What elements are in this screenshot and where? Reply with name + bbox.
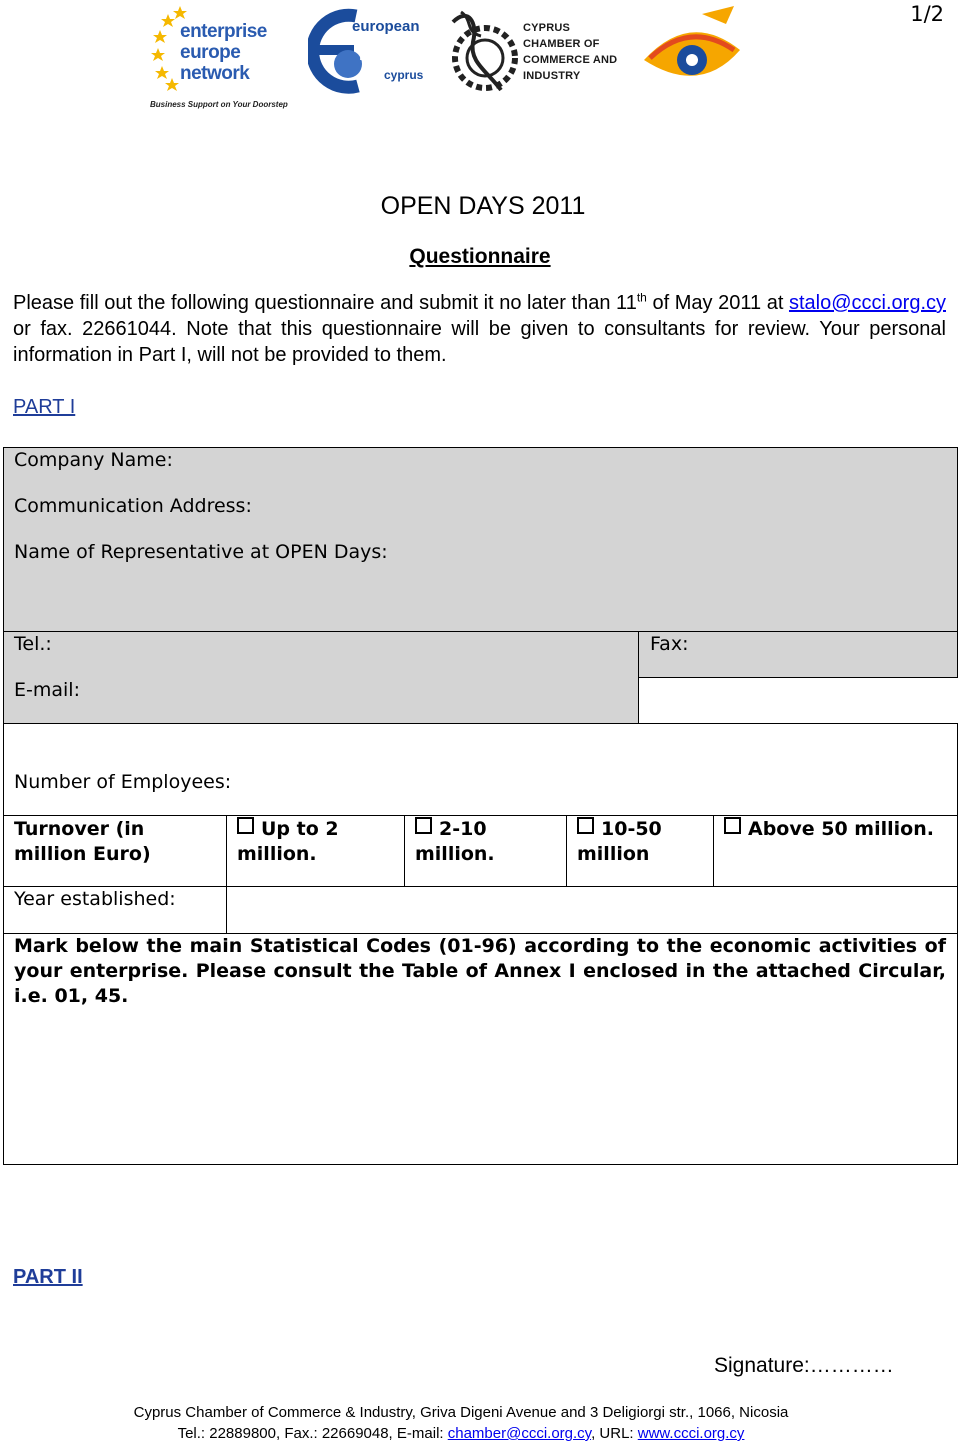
footer-website-link[interactable]: www.ccci.org.cy bbox=[637, 1425, 745, 1442]
company-info-field[interactable] bbox=[3, 447, 958, 632]
option-label-10-50: 10-50 million bbox=[577, 818, 662, 865]
tel-label: Tel.: bbox=[14, 633, 52, 655]
year-established-label: Year established: bbox=[14, 888, 176, 910]
eye-logo bbox=[640, 4, 744, 104]
turnover-option-up-to-2[interactable] bbox=[237, 817, 397, 867]
ccci-line-3: COMMERCE AND bbox=[523, 54, 618, 66]
ccci-line-1: CYPRUS bbox=[523, 22, 571, 34]
email-label: E-mail: bbox=[14, 679, 80, 701]
een-word-3: network bbox=[180, 63, 250, 84]
part-2-heading: PART II bbox=[13, 1266, 83, 1288]
year-established-field[interactable] bbox=[226, 886, 958, 934]
company-name-label: Company Name: bbox=[14, 449, 173, 471]
ccci-emblem-icon bbox=[443, 2, 523, 100]
intro-superscript: th bbox=[636, 290, 647, 305]
representative-label: Name of Representative at OPEN Days: bbox=[14, 541, 388, 563]
intro-text-b: of May 2011 at bbox=[646, 292, 789, 314]
european-office-cyprus-logo bbox=[308, 4, 424, 99]
tel-email-field[interactable] bbox=[3, 631, 639, 724]
ccci-line-2: CHAMBER OF bbox=[523, 38, 600, 50]
page-footer bbox=[0, 1402, 922, 1444]
communication-address-label: Communication Address: bbox=[14, 495, 252, 517]
part-1-heading: PART I bbox=[13, 396, 76, 418]
employees-label: Number of Employees: bbox=[14, 771, 232, 793]
ccci-logo bbox=[443, 2, 623, 100]
footer-contact bbox=[0, 1423, 922, 1444]
document-subtitle: Questionnaire bbox=[409, 245, 551, 268]
turnover-label: Turnover (in million Euro) bbox=[14, 818, 151, 865]
option-label-2-10: 2-10 million. bbox=[415, 818, 495, 865]
option-label-above-50: Above 50 million. bbox=[748, 818, 934, 840]
option-label-up-to-2: Up to 2 million. bbox=[237, 818, 339, 865]
een-word-2: europe bbox=[180, 42, 241, 63]
statistical-codes-instructions: Mark below the main Statistical Codes (01-96) according to the economic activities of your enterprise. Please consult the Table of Annex I enclosed in the attached Circular, i.e. 01, 45. bbox=[14, 935, 946, 1007]
fax-label: Fax: bbox=[650, 633, 689, 655]
ccci-line-4: INDUSTRY bbox=[523, 70, 581, 82]
intro-text-c: or fax. 22661044. Note that this questionnaire will be given to consultants for review. Your personal information in Part I, will not be provided to them. bbox=[13, 318, 946, 366]
een-word-1: enterprise bbox=[180, 21, 267, 42]
submission-email-link[interactable]: stalo@ccci.org.cy bbox=[788, 292, 946, 314]
eoc-word-3: cyprus bbox=[384, 68, 424, 82]
employees-field[interactable] bbox=[3, 723, 958, 816]
turnover-option-above-50[interactable] bbox=[724, 817, 956, 842]
turnover-option-2-10[interactable] bbox=[415, 817, 555, 867]
intro-paragraph bbox=[13, 290, 946, 368]
footer-url-label: , URL: bbox=[591, 1425, 638, 1442]
page-number: 1/2 bbox=[910, 2, 944, 26]
een-tagline: Business Support on Your Doorstep bbox=[150, 100, 288, 109]
eoc-word-1: european bbox=[352, 18, 420, 35]
checkbox-above-50[interactable] bbox=[724, 817, 741, 834]
footer-address: Cyprus Chamber of Commerce & Industry, Griva Digeni Avenue and 3 Deligiorgi str., 1066, Nicosia bbox=[133, 1404, 789, 1421]
enterprise-europe-network-logo bbox=[150, 2, 288, 114]
eye-emblem-icon bbox=[640, 4, 744, 104]
intro-text-a: Please fill out the following questionnaire and submit it no later than 11 bbox=[13, 292, 637, 314]
footer-tel-fax: Tel.: 22889800, Fax.: 22669048, E-mail: bbox=[177, 1425, 448, 1442]
document-title: OPEN DAYS 2011 bbox=[380, 192, 586, 220]
eoc-word-2: ffice bbox=[359, 49, 384, 63]
checkbox-2-10[interactable] bbox=[415, 817, 432, 834]
footer-email-link[interactable]: chamber@ccci.org.cy bbox=[447, 1425, 592, 1442]
ccci-text bbox=[523, 20, 617, 84]
checkbox-up-to-2[interactable] bbox=[237, 817, 254, 834]
signature-line[interactable]: Signature:………… bbox=[714, 1354, 894, 1377]
checkbox-10-50[interactable] bbox=[577, 817, 594, 834]
turnover-option-10-50[interactable] bbox=[577, 817, 707, 867]
